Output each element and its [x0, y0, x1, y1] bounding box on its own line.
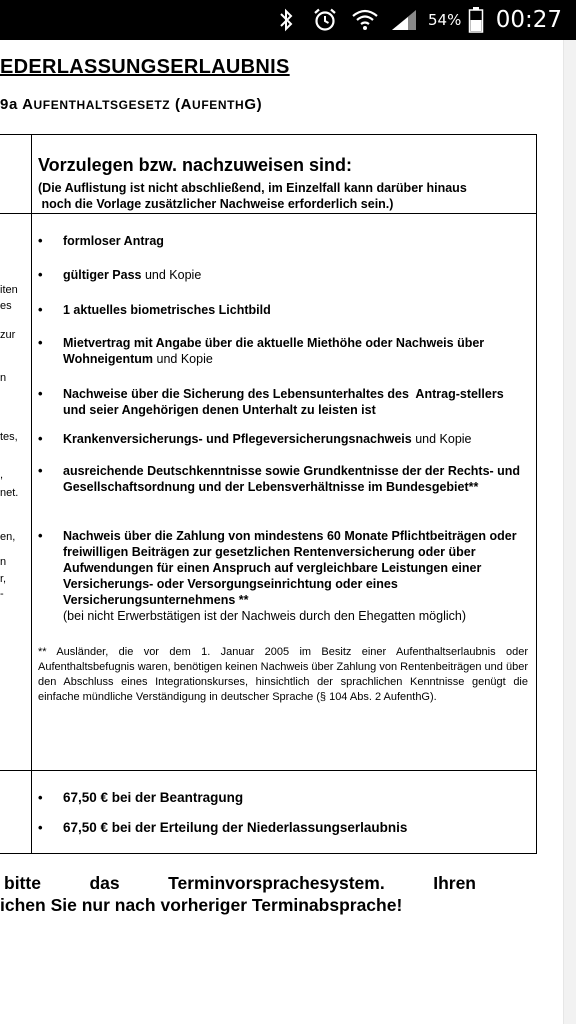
subtitle-prefix: 9a A — [0, 96, 34, 113]
table-column-divider — [31, 135, 32, 853]
bullet-icon: • — [38, 528, 43, 543]
battery-icon — [468, 6, 484, 34]
left-fragment: zur — [0, 329, 16, 341]
header-note-line-1: (Die Auflistung ist nicht abschließend, im Einzelfall kann darüber hinaus — [38, 181, 467, 195]
left-fragment: r, — [0, 573, 7, 585]
bullet-icon: • — [38, 386, 43, 401]
header-note-line-2: noch die Vorlage zusätzlicher Nachweise erforderlich sein.) — [38, 197, 394, 211]
subtitle-end: G) — [244, 96, 263, 113]
bullet-icon: • — [38, 463, 43, 478]
footnote: ** Ausländer, die vor dem 1. Januar 2005 im Besitz einer Aufenthaltserlaubnis oder Aufenthaltsbefugnis waren, benötigen keinen Nachweis über Zahlung von Rentenbeiträgen und über den Abschluss eines Integrationskurses, hinsichtlich der sprachlichen Kenntnisse genügt die einfache mündliche Verständigung in deutscher Sprache (§ 104 Abs. 2 AufenthG). — [38, 646, 528, 703]
document-title: EDERLASSUNGSERLAUBNIS — [0, 56, 290, 78]
bullet-icon: • — [38, 431, 43, 446]
left-fragment: es — [0, 300, 12, 312]
closing-line-1: bitte das Terminvorsprachesystem. Ihren — [4, 873, 476, 893]
bullet-icon: • — [38, 233, 43, 248]
document-page — [0, 40, 563, 1024]
clock: 00:27 — [495, 7, 562, 33]
bullet-icon: • — [38, 335, 43, 350]
bullet-icon: • — [38, 790, 43, 805]
bullet-icon: • — [38, 302, 43, 317]
table-header-divider — [0, 213, 536, 214]
table-header-title: Vorzulegen bzw. nachzuweisen sind: — [38, 155, 353, 175]
bullet-icon: • — [38, 820, 43, 835]
closing-text — [0, 872, 480, 916]
subtitle-smallcaps-2: UFENTH — [192, 98, 245, 112]
left-fragment: net. — [0, 487, 19, 499]
document-subtitle — [0, 96, 262, 113]
requirements-table: Vorzulegen bzw. nachzuweisen sind: (Die Auflistung ist nicht abschließend, im Einzelfall kann darüber hinaus noch die Vorlage zusätzlicher Nachweise erforderlich sein.) iten es zur n tes, , net. en, n r, - • formloser Antrag • gültiger Pass und Kopie • 1 aktuelles biometrisches Lichtbild • Mietvertrag mit Angabe über die aktuelle Miethöhe oder Nachweis über Wohneigentum und Kopie • Nachweise über die Sicherung des Lebensunterhaltes des Antrag-stellers und seier Angehörigen denen Unterhalt zu leisten ist • Krankenversicherungs- und Pflegeversicherungsnachweis und Kopie • ausreichende Deutschkenntnisse sowie Grundkentnisse der der Rechts- und Gesellschaftsordnung und der Lebensverhältnisse im Bundesgebiet** • Nachweis über die Zahlung von mindestens 60 Monate Pflichtbeiträgen oder freiwilligen Beiträgen zur gesetzlichen Rentenversicherung oder über Aufwendungen für einen Anspruch auf vergleichbare Leistungen einer Versicherungs- oder Versorgungseinrichtung oder eines Versicherungsunternehmens ** (bei nicht Erwerbstätigen ist der Nachweis durch den Ehegatten möglich) ** Ausländer, die vor dem 1. Januar 2005 im Besitz einer Aufenthaltserlaubnis oder Aufenthaltsbefugnis waren, benötigen keinen Nachweis über Zahlung von Rentenbeiträgen und über den Abschluss eines Integrationskurses, hinsichtlich der sprachlichen Kenntnisse genügt die einfache mündliche Verständigung in deutscher Sprache (§ 104 Abs. 2 AufenthG). • 67,50 € bei der Beantragung • 67,50 € bei der Erteilung der Niederlassungserlaubnis — [0, 134, 537, 854]
closing-line-2: ichen Sie nur nach vorheriger Terminabsprache! — [0, 895, 403, 915]
left-fragment: en, — [0, 531, 16, 543]
status-bar — [0, 0, 576, 40]
subtitle-mid: (A — [170, 96, 193, 113]
table-header-note — [38, 180, 467, 212]
table-fees-divider — [0, 770, 536, 771]
left-fragment: , — [0, 469, 4, 481]
bullet-icon: • — [38, 267, 43, 282]
bluetooth-icon — [276, 8, 296, 32]
left-fragment: iten — [0, 284, 18, 296]
left-fragment: n — [0, 372, 7, 384]
page-scrollbar[interactable] — [563, 40, 576, 1024]
left-fragment: - — [0, 588, 4, 600]
alarm-icon — [312, 7, 338, 33]
subtitle-smallcaps-1: UFENTHALTSGESETZ — [33, 98, 171, 112]
left-fragment: n — [0, 556, 7, 568]
battery-percent: 54% — [428, 11, 462, 29]
signal-icon — [390, 8, 418, 32]
wifi-icon — [350, 6, 380, 32]
left-fragment: tes, — [0, 431, 18, 443]
